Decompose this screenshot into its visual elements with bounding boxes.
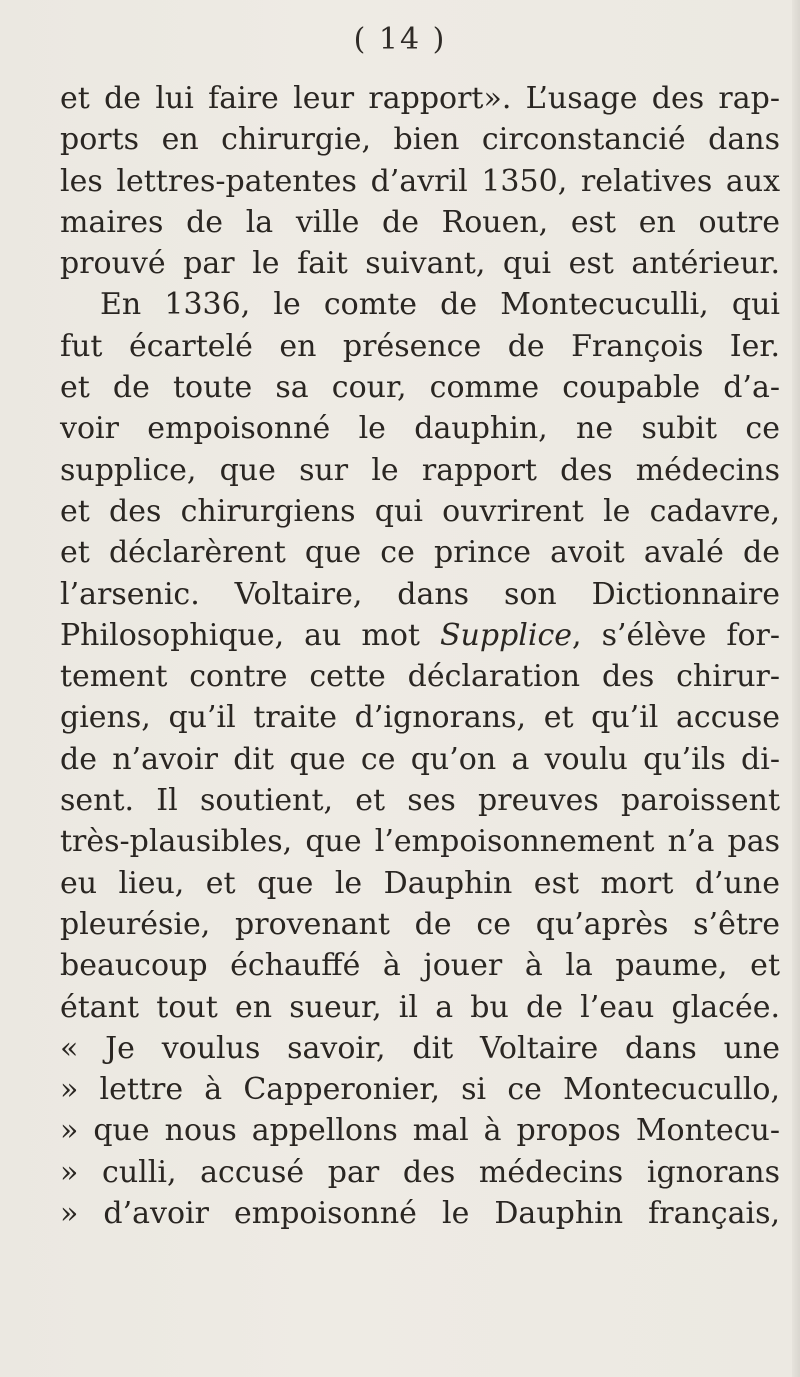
text-line: En 1336, le comte de Montecuculli, qui xyxy=(100,287,780,323)
text-line: » que nous appellons mal à propos Montecu- xyxy=(60,1113,780,1149)
body-text xyxy=(60,78,780,1234)
text-line: et de toute sa cour, comme coupable d’a- xyxy=(60,370,780,406)
text-line: sent. Il soutient, et ses preuves paroissent xyxy=(60,783,780,819)
text-line: » culli, accusé par des médecins ignorans xyxy=(60,1154,780,1190)
text-line: pleurésie, provenant de ce qu’après s’être xyxy=(60,906,780,942)
text-line: » d’avoir empoisonné le Dauphin français, xyxy=(60,1196,780,1232)
text-line: supplice, que sur le rapport des médecins xyxy=(60,452,780,488)
text-segment: , s’élève for- xyxy=(572,617,780,653)
text-line-with-italic xyxy=(60,615,780,656)
text-line: fut écartelé en présence de François Ier. xyxy=(60,328,780,364)
text-line: et des chirurgiens qui ouvrirent le cadavre, xyxy=(60,493,780,529)
text-line: giens, qu’il traite d’ignorans, et qu’il accuse xyxy=(60,700,780,736)
text-line: étant tout en sueur, il a bu de l’eau glacée. xyxy=(60,989,780,1025)
text-line: » lettre à Capperonier, si ce Montecucullo, xyxy=(60,1072,780,1108)
page-number: ( 14 ) xyxy=(353,22,447,57)
text-line: très-plausibles, que l’empoisonnement n’a pas xyxy=(60,824,780,860)
text-line: beaucoup échauffé à jouer à la paume, et xyxy=(60,948,780,984)
text-line: prouvé par le fait suivant, qui est antérieur. xyxy=(60,246,780,282)
text-line: de n’avoir dit que ce qu’on a voulu qu’ils di- xyxy=(60,741,780,777)
text-line: eu lieu, et que le Dauphin est mort d’une xyxy=(60,865,780,901)
text-line: et de lui faire leur rapport». L’usage des rap- xyxy=(60,81,780,116)
italic-word: Supplice xyxy=(440,617,573,653)
text-line: voir empoisonné le dauphin, ne subit ce xyxy=(60,411,780,447)
text-line: ports en chirurgie, bien circonstancié dans xyxy=(60,122,780,158)
text-line: maires de la ville de Rouen, est en outre xyxy=(60,204,780,240)
text-line: l’arsenic. Voltaire, dans son Dictionnaire xyxy=(60,576,780,612)
text-segment: Philosophique, au mot xyxy=(60,617,440,653)
text-line: « Je voulus savoir, dit Voltaire dans une xyxy=(60,1030,780,1066)
text-line: et déclarèrent que ce prince avoit avalé de xyxy=(60,535,780,571)
text-line: tement contre cette déclaration des chirur- xyxy=(60,659,780,695)
text-line: les lettres-patentes d’avril 1350, relatives aux xyxy=(60,163,780,199)
page-edge xyxy=(792,0,800,1377)
